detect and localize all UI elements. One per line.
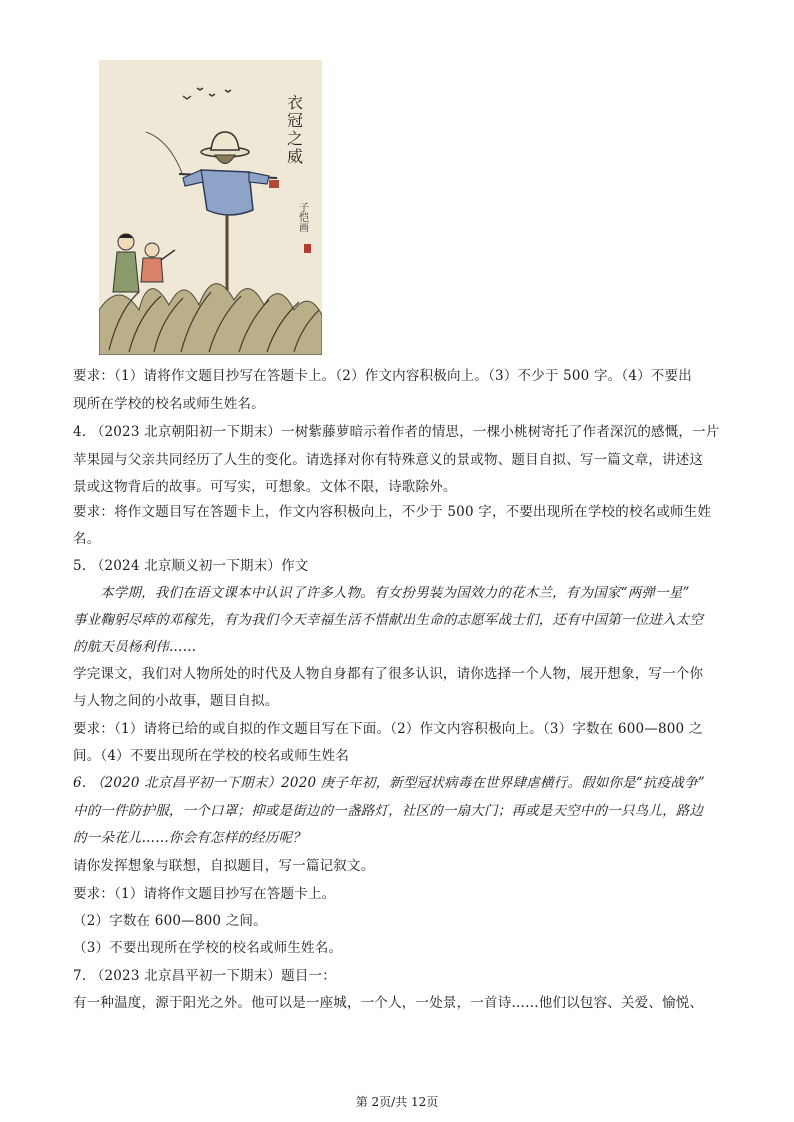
text-line: 中的一件防护服，一个口罩；抑或是街边的一盏路灯，社区的一扇大门；再或是天空中的一只鸟儿，路边 <box>73 803 704 819</box>
artist-signature: 子恺画 <box>296 202 308 232</box>
page-footer: 第 2页/共 12页 <box>355 1095 439 1109</box>
text-line: 要求：将作文题目写在答题卡上，作文内容积极向上，不少于 500 字，不要出现所在学校的校名或师生姓 <box>73 504 712 520</box>
text-line: 请你发挥想象与联想，自拟题目，写一篇记叙文。 <box>73 858 375 874</box>
text-line: 要求：（1）请将作文题目抄写在答题卡上。 <box>73 886 336 902</box>
question-7-line: 7. （2023 北京昌平初一下期末）题目一： <box>73 968 336 984</box>
calligraphy-text: 衣冠之威 <box>284 94 304 166</box>
text-line: 的一朵花儿……你会有怎样的经历呢？ <box>73 830 306 846</box>
text-line: 有一种温度，源于阳光之外。他可以是一座城，一个人，一处景，一首诗……他们以包容、关爱、愉悦、 <box>73 995 704 1011</box>
text-line: 事业鞠躬尽瘁的邓稼先，有为我们今天幸福生活不惜献出生命的志愿军战士们，还有中国第一位进入太空 <box>73 612 704 628</box>
text-line: 苹果园与父亲共同经历了人生的变化。请选择对你有特殊意义的景或物、题目自拟、写一篇文章，讲述这 <box>73 452 704 468</box>
question-5-line: 5. （2024 北京顺义初一下期末）作文 <box>73 558 309 574</box>
seal-stamp <box>304 244 311 253</box>
text-line: （3）不要出现所在学校的校名或师生姓名。 <box>73 940 343 956</box>
text-line: 的航天员杨利伟…… <box>73 639 197 655</box>
text-line: 要求：（1）请将已给的或自拟的作文题目写在下面。（2）作文内容积极向上。（3）字数在 600—800 之 <box>73 721 703 737</box>
scarecrow-painting <box>99 60 322 355</box>
question-4-line: 4. （2023 北京朝阳初一下期末）一树紫藤萝暗示着作者的情思，一棵小桃树寄托了作者深沉的感慨，一片 <box>73 424 720 440</box>
scarecrow-illustration <box>99 60 322 355</box>
text-line: 现所在学校的校名或师生姓名。 <box>73 396 265 412</box>
text-line: 与人物之间的小故事，题目自拟。 <box>73 693 279 709</box>
text-line: 名。 <box>73 531 101 547</box>
text-line: （2）字数在 600—800 之间。 <box>73 913 267 929</box>
text-line: 要求：（1）请将作文题目抄写在答题卡上。（2）作文内容积极向上。（3）不少于 500 字。（4）不要出 <box>73 368 692 384</box>
text-line: 本学期，我们在语文课本中认识了许多人物。有女扮男装为国效力的花木兰，有为国家“两弹一星” <box>100 585 690 601</box>
text-line: 学完课文，我们对人物所处的时代及人物自身都有了很多认识，请你选择一个人物，展开想象，写一个你 <box>73 666 704 682</box>
question-6-line: 6. （2020 北京昌平初一下期末）2020 庚子年初，新型冠状病毒在世界肆虐横行。假如你是“抗疫战争” <box>73 775 705 791</box>
text-line: 景或这物背后的故事。可写实，可想象。文体不限，诗歌除外。 <box>73 479 457 495</box>
text-line: 间。（4）不要出现所在学校的校名或师生姓名 <box>73 748 350 764</box>
